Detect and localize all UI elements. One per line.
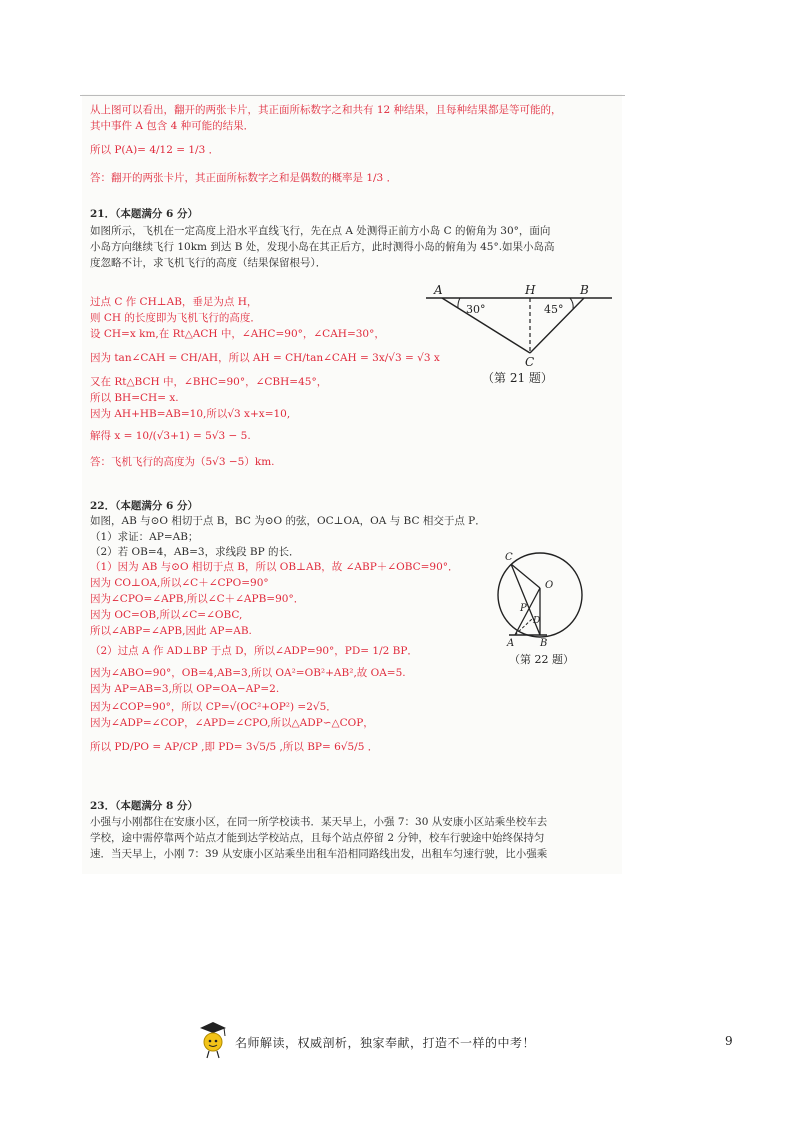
fig21-label-45: 45° <box>544 303 564 316</box>
q21-sol-1: 过点 C 作 CH⊥AB，垂足为点 H， <box>90 296 258 308</box>
fig22-label-d: D <box>533 616 541 626</box>
fig21-label-30: 30° <box>466 303 486 316</box>
prev-line-1: 从上图可以看出，翻开的两张卡片，其正面所标数字之和共有 12 种结果，且每种结果都是等可能的， <box>90 104 562 116</box>
fig21-caption: （第 21 题） <box>482 371 553 385</box>
q21-sol-2: 则 CH 的长度即为飞机飞行的高度． <box>90 312 261 324</box>
q21-sol-4: 因为 tan∠CAH = CH/AH，所以 AH = CH/tan∠CAH = 3x/√3 = √3 x <box>90 352 440 364</box>
fig21-label-b: B <box>580 283 589 297</box>
q21-sol-6: 所以 BH=CH= x. <box>90 392 179 404</box>
q22-sol-3: 因为∠CPO=∠APB,所以∠C＋∠APB=90°． <box>90 593 305 605</box>
q22-sol-2: 因为 CO⊥OA,所以∠C＋∠CPO=90° <box>90 577 269 589</box>
fig22-label-p: P <box>520 603 527 614</box>
q22-header: 22．（本题满分 6 分） <box>90 500 198 512</box>
q22-text-1: 如图，AB 与⊙O 相切于点 B，BC 为⊙O 的弦，OC⊥OA，OA 与 BC 相交于点 P． <box>90 515 486 527</box>
q22-text-2: （1）求证：AP=AB； <box>90 531 199 543</box>
q23-text-3: 速．当天早上，小刚 7：39 从安康小区站乘坐出租车沿相同路线出发，出租车匀速行驶，比小强乘 <box>90 848 548 860</box>
fig22-line-ad <box>515 618 533 635</box>
fig21-label-c: C <box>525 355 535 369</box>
q21-sol-3: 设 CH=x km,在 Rt△ACH 中，∠AHC=90°，∠CAH=30°， <box>90 328 385 340</box>
q22-sol-7: 因为∠ABO=90°，OB=4,AB=3,所以 OA²=OB²+AB²,故 OA=5. <box>90 667 406 679</box>
fig22-label-o: O <box>545 580 554 591</box>
fig21-angle-45 <box>570 298 573 309</box>
q21-text-1: 如图所示，飞机在一定高度上沿水平直线飞行，先在点 A 处测得正前方小岛 C 的俯角为 30°，面向 <box>90 225 551 237</box>
fig22-label-c: C <box>505 552 513 563</box>
q21-figure <box>420 283 620 388</box>
top-rule <box>80 95 625 96</box>
q22-sol-1: （1）因为 AB 与⊙O 相切于点 B，所以 OB⊥AB，故 ∠ABP＋∠OBC=90°． <box>90 561 459 573</box>
q21-sol-8: 解得 x = 10/(√3+1) = 5√3 − 5. <box>90 430 251 442</box>
fig21-label-a: A <box>434 283 443 297</box>
q21-sol-9: 答：飞机飞行的高度为（5√3 −5）km. <box>90 456 275 468</box>
fig21-label-h: H <box>525 283 536 297</box>
q21-sol-5: 又在 Rt△BCH 中，∠BHC=90°，∠CBH=45°， <box>90 376 328 388</box>
prev-line-2: 其中事件 A 包含 4 种可能的结果． <box>90 120 255 132</box>
q23-text-2: 学校，途中需停靠两个站点才能到达学校站点，且每个站点停留 2 分钟，校车行驶途中始终保持匀 <box>90 832 545 844</box>
q22-sol-9: 因为∠COP=90°，所以 CP=√(OC²+OP²) =2√5． <box>90 701 337 713</box>
fig21-angle-30 <box>458 298 460 308</box>
page-footer <box>0 1020 800 1060</box>
q23-text-1: 小强与小刚都住在安康小区，在同一所学校读书．某天早上，小强 7：30 从安康小区站乘坐校车去 <box>90 816 548 828</box>
graduate-mascot-icon <box>196 1020 230 1060</box>
q21-sol-7: 因为 AH+HB=AB=10,所以√3 x+x=10, <box>90 408 291 420</box>
q22-sol-4: 因为 OC=OB,所以∠C=∠OBC, <box>90 609 243 621</box>
fig22-caption: （第 22 题） <box>509 653 574 666</box>
q21-header: 21．（本题满分 6 分） <box>90 208 198 220</box>
fig21-line-ac <box>442 298 530 353</box>
prev-line-3: 所以 P(A)= 4/12 = 1/3 ． <box>90 144 220 156</box>
q23-header: 23．（本题满分 8 分） <box>90 800 198 812</box>
q22-sol-11: 所以 PD/PO = AP/CP ,即 PD= 3√5/5 ,所以 BP= 6√5/5 ． <box>90 741 379 753</box>
page-number: 9 <box>725 1034 733 1048</box>
q21-text-3: 度忽略不计，求飞机飞行的高度（结果保留根号）． <box>90 257 327 269</box>
fig22-line-oa <box>515 588 540 635</box>
q22-sol-5: 所以∠ABP=∠APB,因此 AP=AB. <box>90 625 252 637</box>
q22-text-3: （2）若 OB=4，AB=3，求线段 BP 的长． <box>90 546 300 558</box>
footer-slogan: 名师解读，权威剖析，独家奉献，打造不一样的中考！ <box>235 1036 536 1050</box>
q22-sol-8: 因为 AP=AB=3,所以 OP=OA−AP=2. <box>90 683 280 695</box>
q22-sol-10: 因为∠ADP=∠COP，∠APD=∠CPO,所以△ADP∽△COP， <box>90 717 374 729</box>
prev-line-4: 答：翻开的两张卡片，其正面所标数字之和是偶数的概率是 1/3 ． <box>90 172 398 184</box>
q22-figure <box>495 545 590 670</box>
fig22-label-b: B <box>540 638 548 649</box>
q21-text-2: 小岛方向继续飞行 10km 到达 B 处，发现小岛在其正后方，此时测得小岛的俯角为 45°.如果小岛高 <box>90 241 555 253</box>
fig22-label-a: A <box>507 638 515 649</box>
q22-sol-6: （2）过点 A 作 AD⊥BP 于点 D，所以∠ADP=90°，PD= 1/2 BP． <box>90 645 418 657</box>
